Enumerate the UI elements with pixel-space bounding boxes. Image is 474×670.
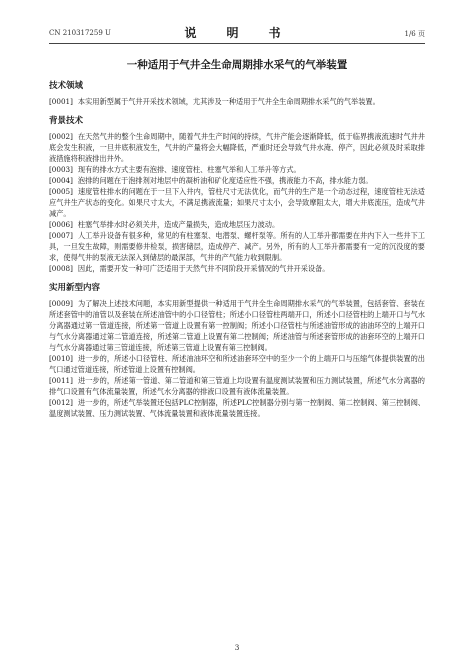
paragraph-number: [0008] [49, 264, 73, 273]
paragraph-text: 因此，需要开发一种可广泛适用于天然气井不同阶段开采情况的气井开采设备。 [77, 264, 330, 273]
document-body [49, 58, 425, 419]
paragraph [49, 263, 425, 274]
paragraph-text: 柱塞气举排水时必须关井，造成产量损失，造成地层压力波动。 [77, 220, 280, 229]
paragraph-number: [0006] [49, 220, 73, 229]
page-number: 3 [234, 643, 240, 652]
header-rule [49, 43, 425, 44]
paragraph [49, 397, 425, 419]
paragraph-text: 人工举升设备有很多种，常见的有柱塞泵、电潜泵、螺杆泵等。所有的人工举升都需要在井内下入一些井下工具，一旦发生故障，则需要修井检泵，损害储层，造成停产、减产。另外，所有的人工举升都需要有一定的沉没度的要求，使得气井的泵液无法深入到储层的最深部，气井的产气能力收到限制。 [49, 231, 425, 262]
paragraph [49, 96, 425, 107]
paragraph-text: 在天然气井的整个生命周期中，随着气井生产时间的持续，气井产能会逐渐降低，低于临界携液流速时气井井底会发生积液，一旦井底积液发生，气井的产量将会大幅降低，严重时还会导致气井水淹、停产，因此必须及时采取排液措施将积液排出井外。 [49, 132, 425, 163]
paragraph-number: [0003] [49, 165, 73, 174]
document-title: 一种适用于气井全生命周期排水采气的气举装置 [126, 59, 348, 71]
document-type-heading: 说 明 书 [184, 26, 290, 40]
sections [49, 81, 425, 419]
paragraph [49, 298, 425, 353]
paragraph-number: [0005] [49, 187, 73, 196]
paragraph-text: 为了解决上述技术问题，本实用新型提供一种适用于气井全生命周期排水采气的气举装置，包括套管、套装在所述套管中的油管以及套装在所述油管中的小口径管柱；所述小口径管柱两端开口，所述小口径管柱的上端开口与气水分离器通过第一管道连接，所述第一管道上设置有第一控制阀；所述小口径管柱与所述油管形成的油油环空的上端开口与气水分离器通过第二管道连接，所述第二管道上设置有第二控制阀；所述油管与所述套管形成的油套环空的上端开口与气水分离器通过第三管道连接，所述第三管道上设置有第三控制阀。 [49, 299, 425, 352]
paragraph-text: 本实用新型属于气井开采技术领域，尤其涉及一种适用于气井全生命周期排水采气的气举装置。 [77, 97, 380, 106]
page-header [49, 24, 425, 42]
paragraph-text: 现有的排水方式主要有泡排、速度管柱、柱塞气举和人工举升等方式。 [77, 165, 301, 174]
paragraph-number: [0001] [49, 97, 73, 106]
paragraph [49, 175, 425, 186]
paragraph [49, 131, 425, 164]
paragraph-number: [0012] [49, 398, 73, 407]
paragraph-number: [0002] [49, 132, 73, 141]
paragraph-number: [0009] [49, 299, 73, 308]
paragraph [49, 164, 425, 175]
paragraph [49, 375, 425, 397]
paragraph [49, 353, 425, 375]
paragraph [49, 186, 425, 219]
paragraph-number: [0004] [49, 176, 73, 185]
paragraph [49, 219, 425, 230]
paragraph [49, 230, 425, 263]
patent-number: CN 210317259 U [49, 29, 111, 37]
paragraph-text: 进一步的，所述小口径管柱、所述油油环空和所述油套环空中的至少一个的上端开口与压缩气体提供装置的出气口通过管道连接，所述管道上设置有控制阀。 [49, 354, 425, 374]
section-heading: 实用新型内容 [49, 283, 101, 293]
paragraph-text: 进一步的，所述第一管道、第二管道和第三管道上均设置有温度测试装置和压力测试装置，所述气水分离器的排气口设置有气体流量装置，所述气水分离器的排液口设置有液体流量装置。 [49, 376, 425, 396]
section-heading: 技术领域 [49, 81, 84, 91]
paragraph-text: 速度管柱排水的问题在于一旦下入井内，管柱尺寸无法优化，而气井的生产是一个动态过程，速度管柱无法适应气井生产状态的变化。如果尺寸太大，不满足携液流量；如果尺寸太小，会导致摩阻太大，增大井底流压，造成气井减产。 [49, 187, 425, 218]
paragraph-number: [0011] [49, 376, 73, 385]
paragraph-text: 泡排的问题在于泡排剂对地层中的凝析油和矿化度适应性不强，携液能力不高，排水能力弱。 [77, 176, 373, 185]
paragraph-text: 进一步的，所述气举装置还包括PLC控制器，所述PLC控制器分别与第一控制阀、第二控制阀、第三控制阀、温度测试装置、压力测试装置、气体流量装置和液体流量装置连接。 [49, 398, 425, 418]
section-heading: 背景技术 [49, 116, 84, 126]
page-indicator: 1/6 页 [404, 30, 425, 38]
paragraph-number: [0007] [49, 231, 73, 240]
paragraph-number: [0010] [49, 354, 73, 363]
